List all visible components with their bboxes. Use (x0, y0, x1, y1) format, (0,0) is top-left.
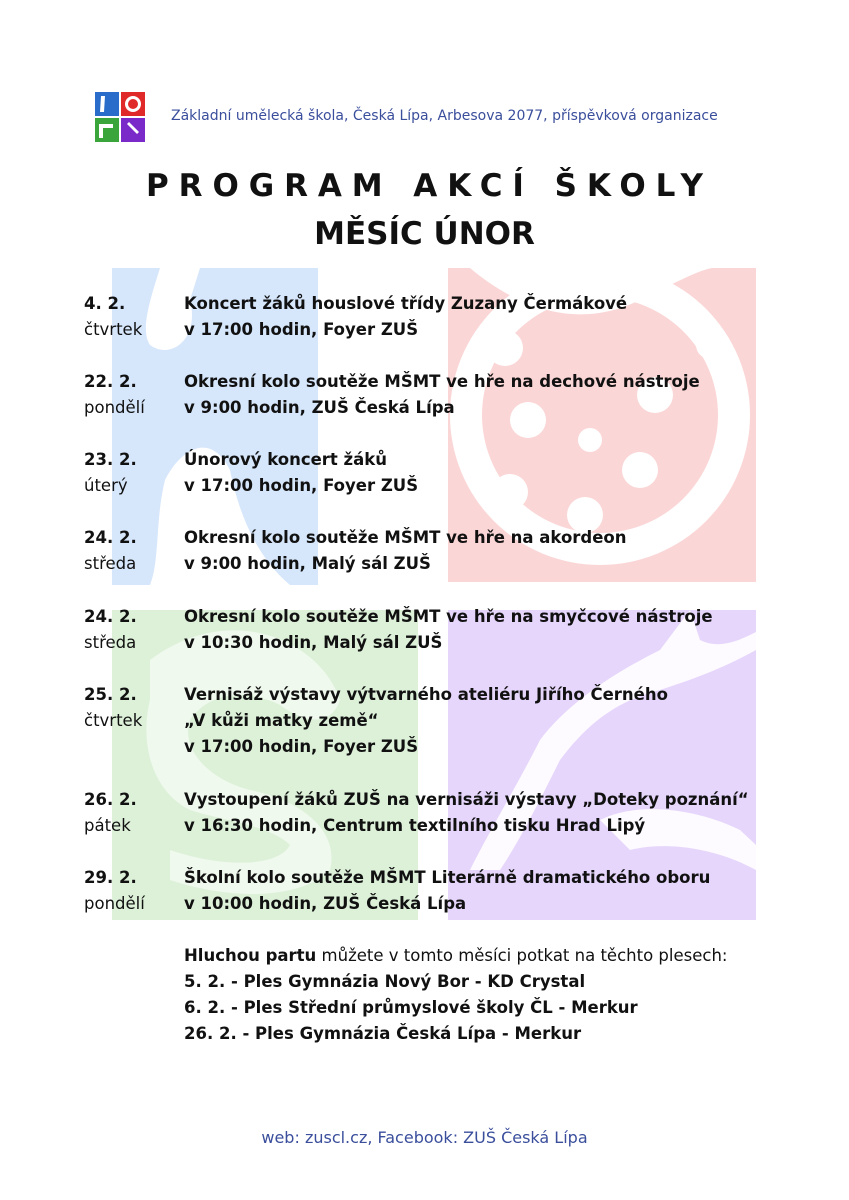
event-date: 24. 2. (84, 528, 137, 547)
event-title: Vernisáž výstavy výtvarného ateliéru Jiřího Černého (184, 685, 668, 704)
event-time-place: v 16:30 hodin, Centrum textilního tisku Hrad Lipý (184, 816, 646, 835)
event-time-place: v 17:00 hodin, Foyer ZUŠ (184, 320, 419, 339)
ball-item: 6. 2. - Ples Střední průmyslové školy ČL - Merkur (184, 998, 638, 1017)
ball-item: 5. 2. - Ples Gymnázia Nový Bor - KD Crystal (184, 972, 586, 991)
band-intro-text: můžete v tomto měsíci potkat na těchto plesech: (316, 946, 728, 965)
event-title: Koncert žáků houslové třídy Zuzany Čermákové (184, 294, 628, 313)
event-day: středa (84, 554, 137, 573)
event-time-place: v 9:00 hodin, ZUŠ Česká Lípa (184, 398, 455, 417)
event-date: 22. 2. (84, 372, 137, 391)
event-day: čtvrtek (84, 320, 143, 339)
event-time-place: v 10:30 hodin, Malý sál ZUŠ (184, 633, 443, 652)
event-time-place: v 17:00 hodin, Foyer ZUŠ (184, 476, 419, 495)
event-date: 24. 2. (84, 607, 137, 626)
footer-contacts: web: zuscl.cz, Facebook: ZUŠ Česká Lípa (261, 1128, 588, 1147)
event-time-place: v 17:00 hodin, Foyer ZUŠ (184, 737, 419, 756)
event-title: Okresní kolo soutěže MŠMT ve hře na smyčcové nástroje (184, 607, 713, 626)
event-date: 23. 2. (84, 450, 137, 469)
event-date: 4. 2. (84, 294, 126, 313)
event-title: Únorový koncert žáků (184, 450, 388, 469)
band-name: Hluchou partu (184, 946, 317, 965)
event-title: Vystoupení žáků ZUŠ na vernisáži výstavy „Doteky poznání“ (184, 790, 749, 809)
event-date: 29. 2. (84, 868, 137, 887)
event-day: pondělí (84, 398, 145, 417)
page-subtitle: MĚSÍC ÚNOR (314, 216, 535, 252)
event-time-place: v 10:00 hodin, ZUŠ Česká Lípa (184, 894, 467, 913)
event-subtitle: „V kůži matky země“ (184, 711, 379, 730)
band-intro (184, 943, 727, 969)
event-date: 25. 2. (84, 685, 137, 704)
ball-item: 26. 2. - Ples Gymnázia Česká Lípa - Merkur (184, 1024, 582, 1043)
event-day: pátek (84, 816, 131, 835)
event-day: čtvrtek (84, 711, 143, 730)
event-title: Okresní kolo soutěže MŠMT ve hře na dechové nástroje (184, 372, 700, 391)
school-logo (95, 92, 145, 142)
school-name: Základní umělecká škola, Česká Lípa, Arbesova 2077, příspěvková organizace (171, 108, 718, 124)
event-day: úterý (84, 476, 128, 495)
event-title: Školní kolo soutěže MŠMT Literárně dramatického oboru (184, 868, 711, 887)
event-day: pondělí (84, 894, 145, 913)
event-title: Okresní kolo soutěže MŠMT ve hře na akordeon (184, 528, 627, 547)
event-day: středa (84, 633, 137, 652)
page-title: PROGRAM AKCÍ ŠKOLY (146, 168, 713, 204)
event-date: 26. 2. (84, 790, 137, 809)
event-time-place: v 9:00 hodin, Malý sál ZUŠ (184, 554, 431, 573)
